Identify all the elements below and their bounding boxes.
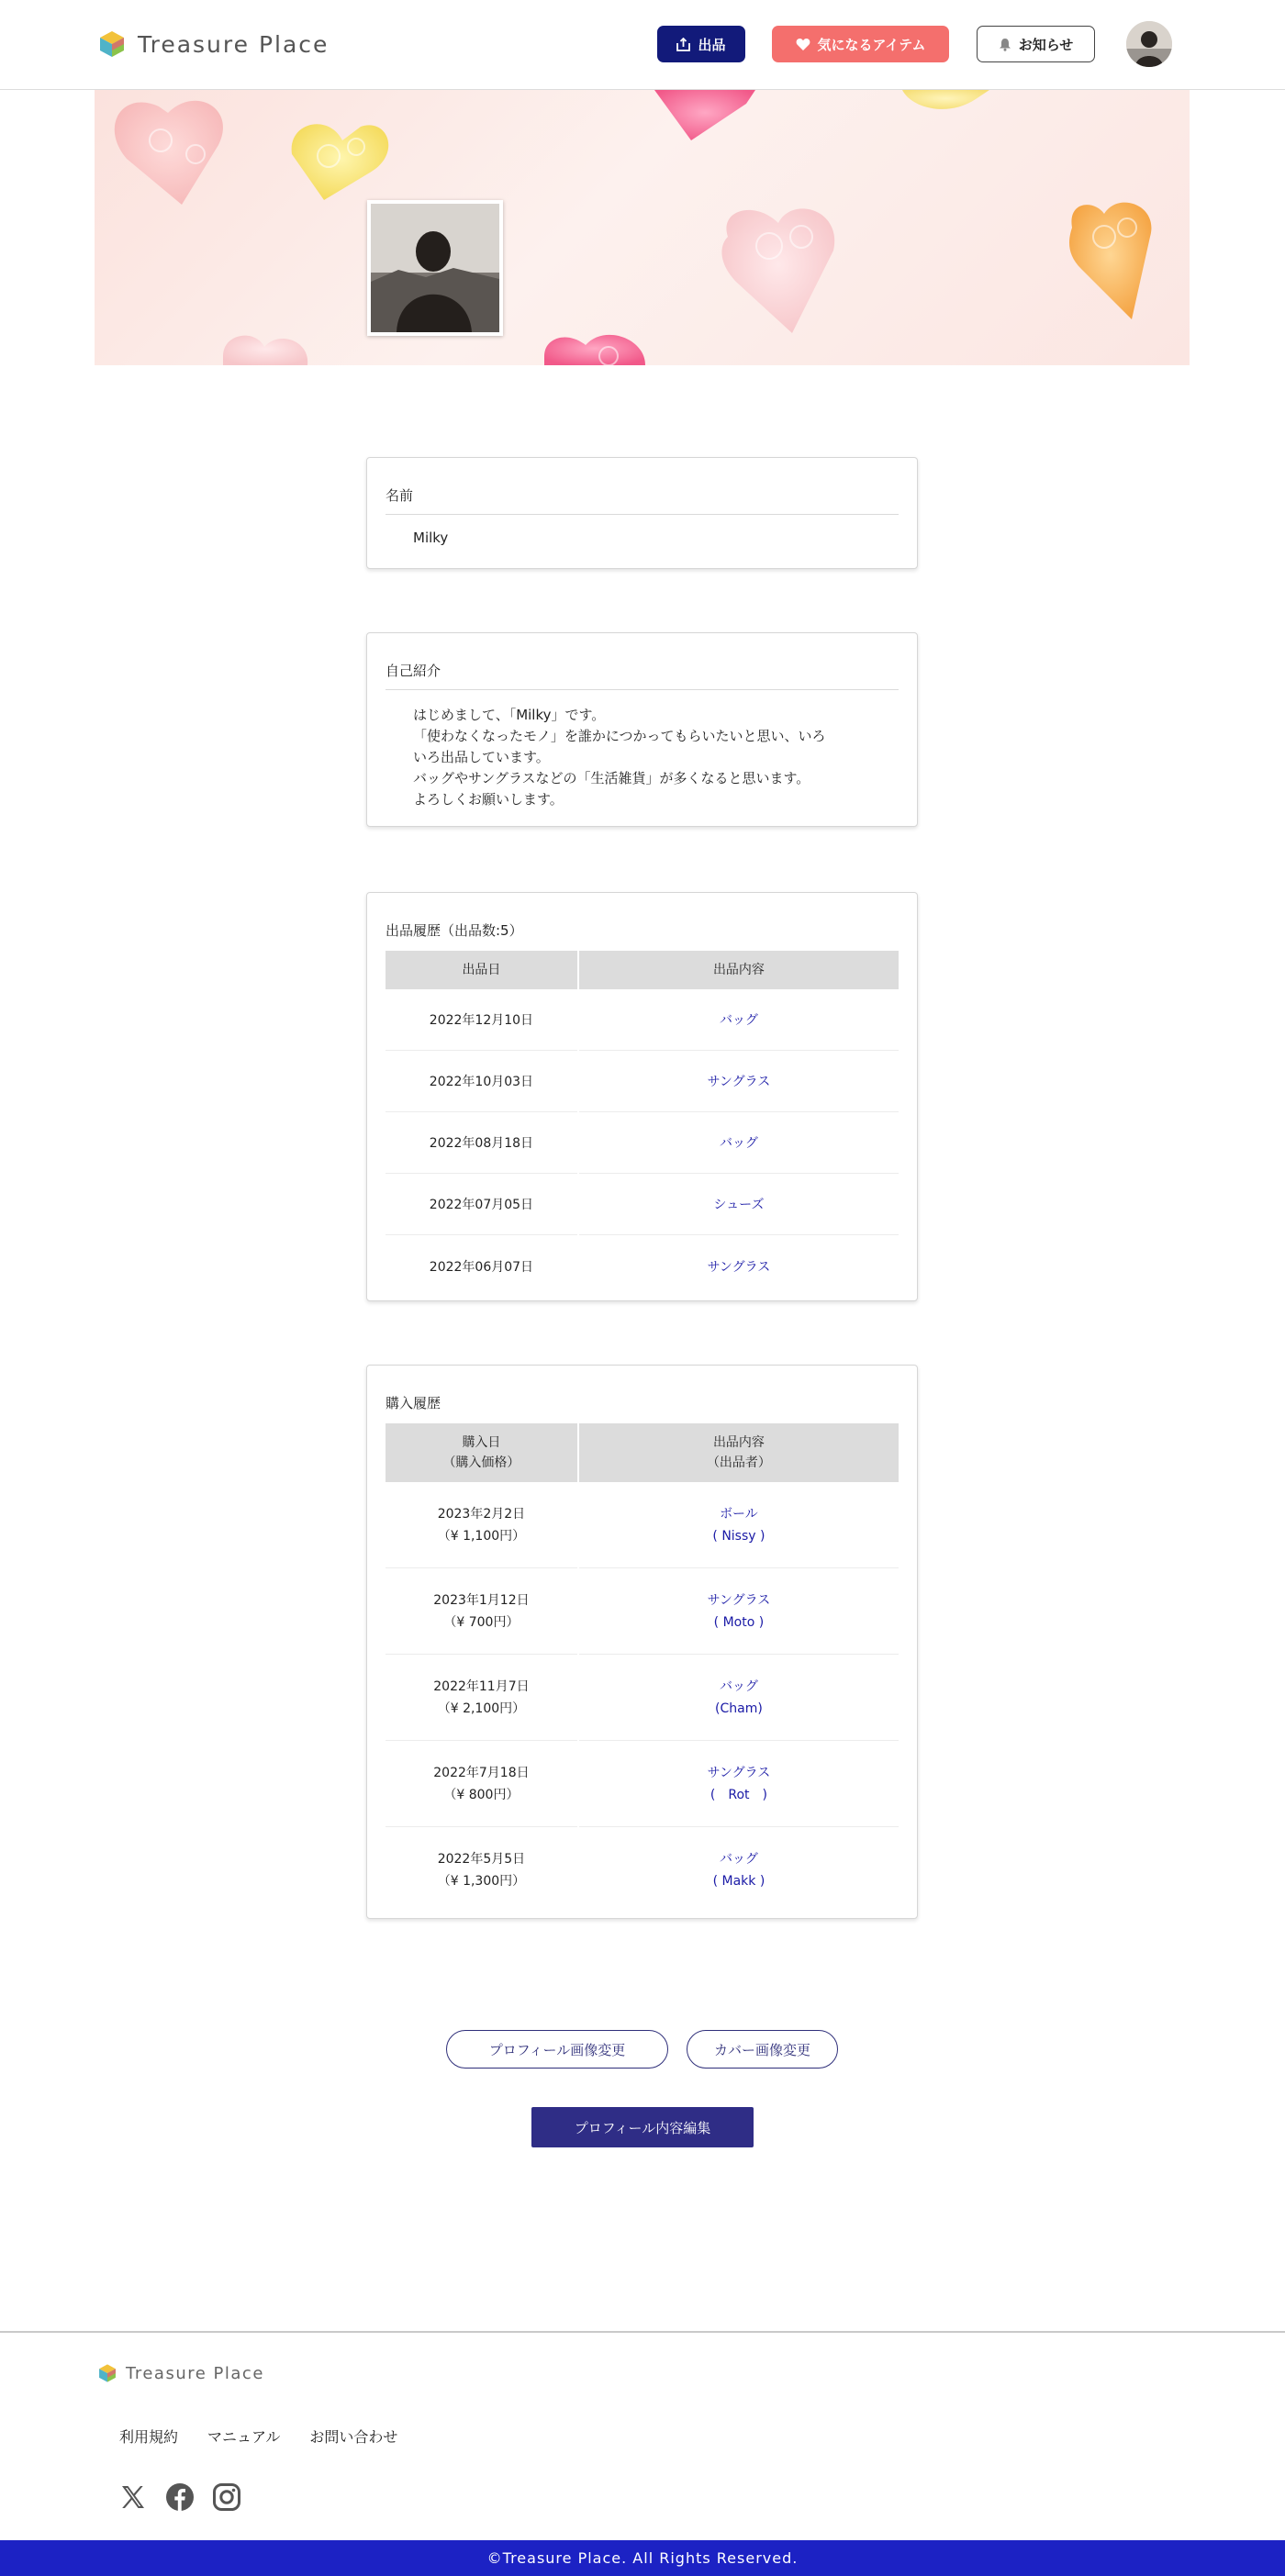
purchase-date-cell: [386, 1655, 577, 1741]
purchase-date-cell: [386, 1827, 577, 1913]
profile-picture[interactable]: [367, 200, 503, 336]
table-row: [386, 1174, 899, 1235]
change-cover-image-button[interactable]: カバー画像変更: [687, 2030, 838, 2069]
column-header-date: 出品日: [386, 951, 577, 989]
footer-brand-name: Treasure Place: [126, 2363, 264, 2383]
column-header-date-price: [386, 1423, 577, 1482]
listing-item-link[interactable]: サングラス: [579, 1051, 899, 1112]
seller-link[interactable]: (Cham): [715, 1701, 763, 1716]
site-header: [0, 0, 1285, 90]
table-row: [386, 1235, 899, 1297]
intro-line: バッグやサングラスなどの「生活雑貨」が多くなると思います。: [413, 770, 810, 786]
bell-icon: [999, 38, 1011, 51]
instagram-icon[interactable]: [211, 2481, 242, 2513]
listing-date: 2022年07月05日: [386, 1174, 577, 1235]
seller-link[interactable]: ( Makk ): [712, 1874, 765, 1889]
listing-date: 2022年06月07日: [429, 1259, 534, 1275]
name-label: 名前: [386, 458, 899, 515]
sell-button[interactable]: [657, 26, 745, 62]
heart-icon: [796, 38, 810, 51]
intro-line: はじめまして、「Milky」です。: [413, 707, 606, 723]
purchase-item-cell: [579, 1482, 899, 1568]
listing-date: 2022年08月18日: [386, 1112, 577, 1174]
seller-link[interactable]: ( Moto ): [713, 1614, 765, 1630]
notifications-button-label: お知らせ: [1018, 36, 1074, 53]
table-row: [386, 1655, 899, 1741]
purchase-item-cell: [579, 1827, 899, 1913]
column-header-line: 購入日: [462, 1435, 501, 1450]
selling-history-table: [384, 951, 900, 1297]
edit-profile-button[interactable]: プロフィール内容編集: [531, 2107, 754, 2147]
purchase-date: 2022年11月7日: [433, 1678, 530, 1694]
purchase-date: 2023年1月12日: [433, 1592, 530, 1608]
cube-logo-icon: [97, 2363, 117, 2383]
user-avatar[interactable]: [1126, 21, 1172, 67]
brand-link[interactable]: [97, 28, 329, 61]
footer-links: [119, 2425, 427, 2447]
column-header-line: （購入価格）: [442, 1455, 520, 1470]
site-footer: [0, 2331, 1285, 2576]
facebook-icon[interactable]: [164, 2481, 196, 2513]
favorites-button[interactable]: [772, 26, 949, 62]
purchase-date-cell: [386, 1741, 577, 1827]
seller-link[interactable]: ( Nissy ): [712, 1528, 765, 1544]
column-header-item-seller: [579, 1423, 899, 1482]
seller-link[interactable]: ( Rot ): [710, 1787, 767, 1802]
footer-link-contact[interactable]: お問い合わせ: [309, 2428, 398, 2446]
intro-label: 自己紹介: [386, 633, 899, 690]
table-row: [386, 1827, 899, 1913]
selling-history-title: 出品履歴（出品数:5）: [386, 922, 523, 939]
intro-text: [386, 690, 899, 810]
purchase-item-link[interactable]: サングラス: [707, 1765, 771, 1780]
purchase-item-link[interactable]: サングラス: [707, 1592, 771, 1608]
table-row: [386, 989, 899, 1051]
purchase-item-link[interactable]: バッグ: [719, 1852, 758, 1867]
purchase-price: （¥ 2,100円）: [437, 1701, 526, 1716]
notifications-button[interactable]: [977, 26, 1095, 62]
selling-history-card: [366, 892, 918, 1301]
listing-date: 2022年10月03日: [386, 1051, 577, 1112]
purchase-date: 2022年7月18日: [433, 1765, 530, 1780]
purchase-date-cell: [386, 1568, 577, 1655]
purchase-price: （¥ 1,300円）: [437, 1874, 526, 1889]
column-header-line: （出品者）: [706, 1455, 771, 1470]
intro-line: 「使わなくなったモノ」を誰かにつかってもらいたいと思い、いろ: [413, 728, 826, 744]
name-card: [366, 457, 918, 569]
table-row: [386, 1568, 899, 1655]
copyright-bar: ©Treasure Place. All Rights Reserved.: [0, 2540, 1285, 2576]
x-icon[interactable]: [117, 2481, 149, 2513]
purchase-price: （¥ 700円）: [443, 1614, 520, 1630]
upload-box-icon: [676, 38, 690, 51]
table-row: [386, 1741, 899, 1827]
listing-item-link[interactable]: サングラス: [707, 1259, 771, 1275]
sell-button-label: 出品: [698, 36, 726, 53]
favorites-button-label: 気になるアイテム: [817, 36, 926, 53]
change-profile-image-button[interactable]: プロフィール画像変更: [446, 2030, 668, 2069]
social-links: [117, 2481, 258, 2513]
purchase-item-cell: [579, 1568, 899, 1655]
listing-item-link[interactable]: シューズ: [579, 1174, 899, 1235]
name-value: Milky: [413, 530, 449, 546]
footer-link-manual[interactable]: マニュアル: [207, 2428, 281, 2446]
purchase-item-link[interactable]: バッグ: [719, 1678, 758, 1694]
column-header-line: 出品内容: [712, 1435, 765, 1450]
purchase-history-card: [366, 1365, 918, 1919]
intro-line: よろしくお願いします。: [413, 791, 564, 808]
table-row: [386, 1051, 899, 1112]
intro-line: いろ出品しています。: [413, 749, 550, 765]
purchase-item-cell: [579, 1655, 899, 1741]
purchase-history-table: [384, 1423, 900, 1913]
purchase-history-title: 購入履歴: [386, 1395, 441, 1411]
table-row: [386, 1482, 899, 1568]
table-row: [386, 1112, 899, 1174]
cover-image: [95, 90, 1190, 365]
listing-item-link[interactable]: バッグ: [579, 1112, 899, 1174]
brand-name: Treasure Place: [138, 30, 330, 58]
footer-brand-link[interactable]: [97, 2363, 264, 2383]
purchase-price: （¥ 1,100円）: [437, 1528, 526, 1544]
purchase-item-cell: [579, 1741, 899, 1827]
cube-logo-icon: [97, 29, 127, 59]
purchase-date-cell: [386, 1482, 577, 1568]
listing-item-link[interactable]: バッグ: [579, 989, 899, 1051]
purchase-item-link[interactable]: ボール: [720, 1506, 758, 1522]
column-header-item: 出品内容: [579, 951, 899, 989]
purchase-date: 2023年2月2日: [437, 1506, 526, 1522]
intro-card: [366, 632, 918, 827]
footer-link-terms[interactable]: 利用規約: [119, 2428, 179, 2446]
listing-date: 2022年12月10日: [386, 989, 577, 1051]
paper-quilling-hearts-image: [95, 90, 1190, 365]
purchase-date: 2022年5月5日: [437, 1852, 526, 1867]
purchase-price: （¥ 800円）: [443, 1787, 520, 1802]
